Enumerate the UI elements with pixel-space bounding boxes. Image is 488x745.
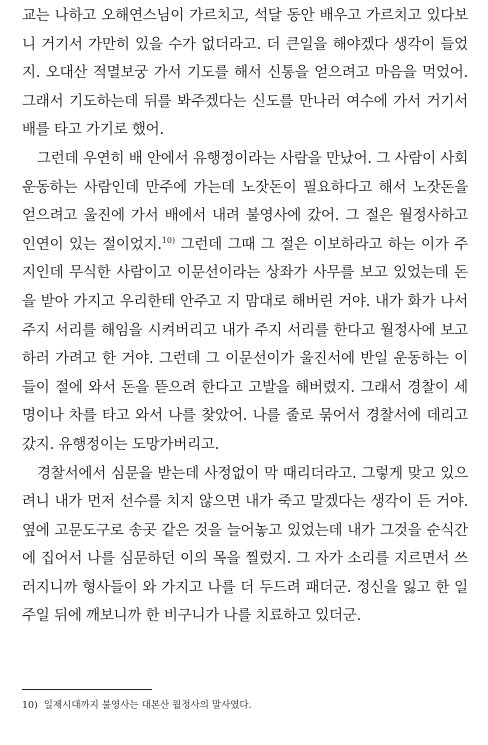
paragraph-2 [22,145,468,460]
paragraph-3 [22,460,468,632]
paragraph-3-text: 경찰서에서 심문을 받는데 사정없이 막 때리더라고. 그렇게 맞고 있으려니 내가 먼저 선수를 치지 않으면 내가 죽고 말겠다는 생각이 든 거야. 옆에 고문도구로 송곳 같은 것을 늘어놓고 있었는데 내가 그것을 순식간에 집어서 나를 심문하던 이의 목을 찔렀지. 그 자가 소리를 지르면서 쓰러지니까 형사들이 와 가지고 나를 더 두드려 패더군. 정신을 잃고 한 일주일 뒤에 깨보니까 한 비구니가 나를 치료하고 있더군. [22,465,468,625]
footnote-reference: 10) [161,235,176,245]
footnote [22,699,468,713]
paragraph-2-text-after-footnote: 그런데 그때 그 절은 이보하라고 하는 이가 주지인데 무식한 사람이고 이문선이라는 상좌가 사무를 보고 있었는데 돈을 받아 가지고 우리한테 안주고 지 맘대로 해버린 거야. 내가 화가 나서 주지 서리를 해임을 시켜버리고 내가 주지 서리를 한다고 월정사에 보고하러 가려고 한 거야. 그런데 그 이문선이가 울진서에 반일 운동하는 이들이 절에 와서 돈을 뜯으려 한다고 고발을 해버렸지. 그래서 경찰이 세 명이나 차를 타고 와서 나를 찾았어. 나를 줄로 묶어서 경찰서에 데리고 갔지. 유행정이는 도망가버리고. [22,236,468,453]
paragraph-1 [22,2,468,145]
footnote-number: 10) [22,700,38,711]
body-text [22,2,468,631]
footnote-text: 일제시대까지 불영사는 대본산 월정사의 말사였다. [43,700,252,711]
paragraph-2-text-before-footnote: 그런데 우연히 배 안에서 유행정이라는 사람을 만났어. 그 사람이 사회운동하는 사람인데 만주에 가는데 노잣돈이 필요하다고 해서 노잣돈을 얻으려고 울진에 가서 배에서 내려 불영사에 갔어. 그 절은 월정사하고 인연이 있는 절이었지. [22,150,468,253]
paragraph-1-text: 교는 나하고 오해연스님이 가르치고, 석달 동안 배우고 가르치고 있다보니 거기서 가만히 있을 수가 없더라고. 더 큰일을 해야겠다 생각이 들었지. 오대산 적멸보궁 가서 기도를 해서 신통을 얻으려고 마음을 먹었어. 그래서 기도하는데 뒤를 봐주겠다는 신도를 만나러 여수에 가서 거기서 배를 타고 가기로 했어. [22,8,468,139]
footnote-divider [22,689,152,690]
